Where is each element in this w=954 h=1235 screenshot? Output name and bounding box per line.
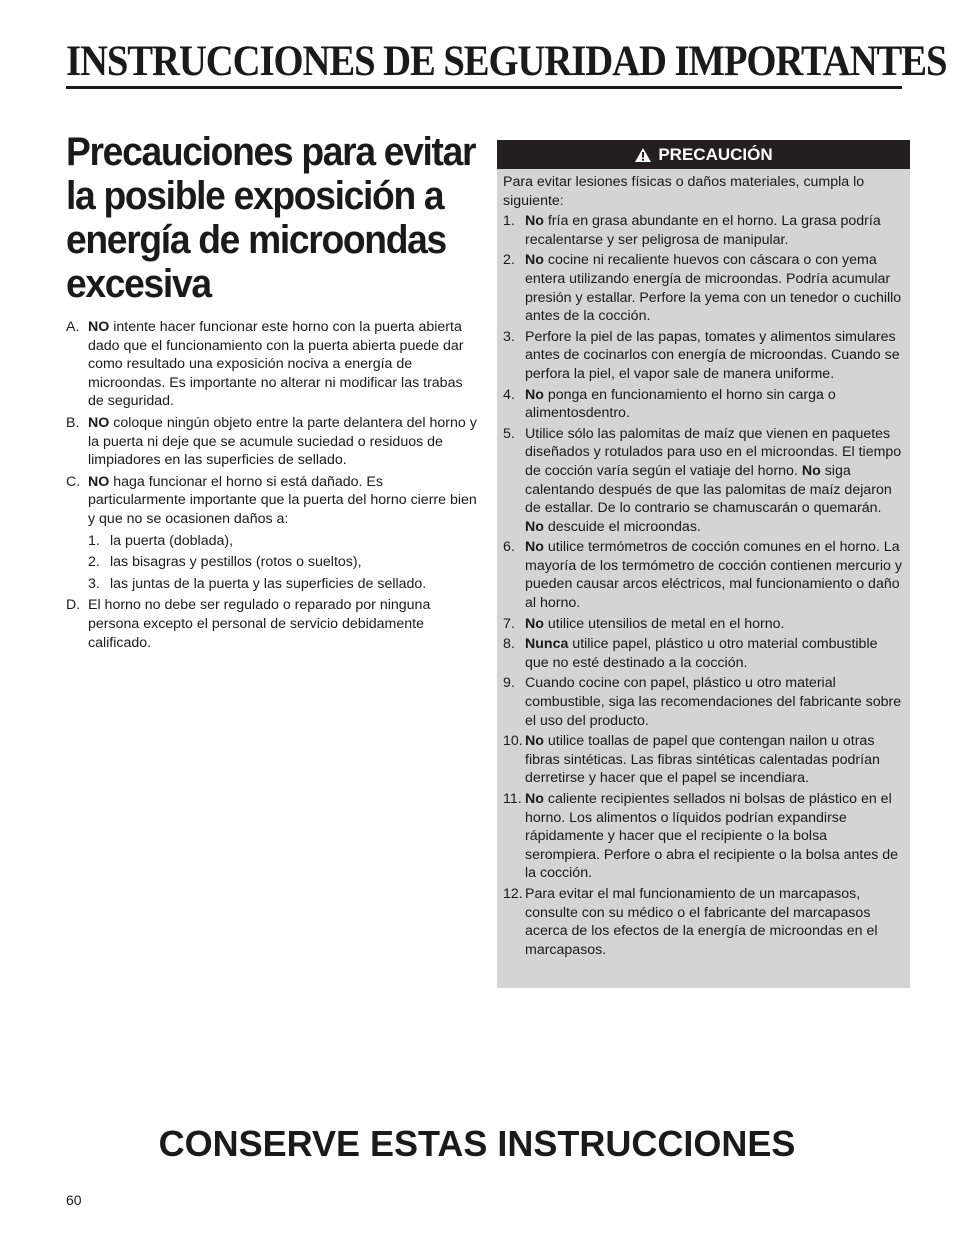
item-text: Utilice sólo las palomitas de maíz que vienen en paquetes diseñados y rotulados para uso en el microondas. El tiempo de cocción varía según el vatiaje del horno. [525,425,902,479]
emphasis: No [801,462,821,479]
emphasis: No [525,733,544,750]
item-text: ponga en funcionamiento el horno sin carga o alimentosdentro. [525,386,836,422]
caution-item [503,790,904,883]
sub-item [88,553,481,572]
item-text: El horno no debe ser regulado o reparado por ninguna persona excepto el personal de servicio debidamente calificado. [88,597,431,651]
caution-box [497,140,910,988]
item-text: caliente recipientes sellados ni bolsas de plástico en el horno. Los alimentos o líquidos podrían expandirse rápidamente y hacer que el recipiente o la bolsa serompiera. Perfore o abra el recipiente o la bolsa antes de la cocción. [525,791,899,882]
item-text: utilice papel, plástico u otro material combustible que no esté destinado a la cocción. [525,636,878,671]
caution-item [503,538,904,612]
caution-header [497,140,910,169]
list-item [66,473,481,594]
page-number: 60 [66,1192,82,1208]
item-text: coloque ningún objeto entre la parte delantera del horno y la puerta ni deje que se acumule suciedad o residuos de limpiadores en las superficies de sellado. [88,414,477,469]
item-marker: B. [66,414,80,431]
section-heading: Precauciones para evitar la posible exposición a energía de microondas excesiva [66,130,476,306]
item-text: Para evitar el mal funcionamiento de un marcapasos, consulte con su médico o el fabricante del marcapasos acerca de los efectos de la energía de microondas en el marcapasos. [525,885,878,958]
item-text: haga funcionar el horno si está dañado. Es particularmente importante que la puerta del horno cierre bien y que no se ocasionen daños a: [88,473,477,527]
item-text: la puerta (doblada), [110,532,234,549]
caution-item [503,674,904,730]
item-text: utilice toallas de papel que contengan nailon u otras fibras sintéticas. Las fibras sintéticas calentadas podrían derretirse y hacer que el papel se incendiara. [525,733,880,787]
list-item [66,318,481,411]
item-number: 4. [503,386,515,403]
item-marker: C. [66,473,81,490]
list-item [66,596,481,652]
emphasis: Nunca [525,636,569,653]
caution-item [503,328,904,384]
emphasis: NO [88,473,110,490]
item-number: 7. [503,615,515,632]
item-number: 12. [503,885,523,902]
caution-item [503,212,904,249]
caution-item [503,885,904,959]
emphasis: No [525,615,544,632]
item-text: utilice utensilios de metal en el horno. [543,615,785,632]
caution-intro: Para evitar lesiones físicas o daños materiales, cumpla lo siguiente: [503,174,865,209]
item-number: 1. [503,213,515,230]
item-text: Perfore la piel de las papas, tomates y alimentos simulares antes de cocinarlos con energía de microondas. Cuando se perfora la piel, el vapor sale de manera uniforme. [525,328,900,382]
item-number: 11. [503,791,522,807]
emphasis: No [525,518,544,535]
item-number: 6. [503,539,515,556]
conserve-instructions-title: CONSERVE ESTAS INSTRUCCIONES [158,1123,796,1164]
item-text: intente hacer funcionar este horno con la puerta abierta dado que el funcionamiento con la puerta abierta puede dar como resultado una exposición nociva a energía de microondas. Es importante no alterar ni modificar las trabas de seguridad. [88,319,464,410]
item-text: las bisagras y pestillos (rotos o sueltos), [110,554,362,571]
caution-body [497,169,910,959]
emphasis: NO [88,414,110,431]
item-text: fría en grasa abundante en el horno. La grasa podría recalentarse y ser peligrosa de manipular. [525,213,881,248]
item-text: descuide el microondas. [543,518,701,535]
item-text: cocine ni recaliente huevos con cáscara o con yema entera utilizando energía de microondas. Podría acumular presión y estallar. Perfore la yema con un tenedor o cuchillo antes de la cocción. [525,252,902,325]
item-number: 5. [503,425,515,442]
emphasis: No [525,252,544,269]
item-number: 2. [503,252,515,269]
caution-list [503,212,904,959]
caution-item [503,251,904,325]
item-text: Cuando cocine con papel, plástico u otro material combustible, siga las recomendaciones del fabricante sobre el uso del producto. [525,675,902,729]
item-number: 8. [503,636,515,653]
item-marker: 3. [88,575,100,592]
emphasis: No [525,539,544,556]
item-text: las juntas de la puerta y las superficies de sellado. [110,575,427,592]
item-marker: D. [66,597,81,614]
title-rule [66,86,902,89]
caution-item [503,386,904,423]
emphasis: No [525,213,544,230]
item-number: 3. [503,328,515,345]
item-number: 10. [503,733,523,750]
caution-item [503,732,904,788]
emphasis: No [525,386,544,403]
sub-item [88,575,481,594]
sub-item [88,532,481,551]
item-text: siga calentando después de que las palomitas de maíz dejaron de estallar. De lo contrario se chamuscarán o quemarán. [525,462,892,517]
caution-item [503,425,904,537]
damage-sublist [88,532,481,594]
item-number: 9. [503,675,515,692]
precautions-list [66,318,481,652]
item-marker: 1. [88,532,100,549]
emphasis: No [525,791,544,807]
caution-label: PRECAUCIÓN [658,144,773,164]
emphasis: NO [88,319,110,335]
item-marker: 2. [88,554,100,571]
item-marker: A. [66,319,80,335]
page-title: INSTRUCCIONES DE SEGURIDAD IMPORTANTES [66,38,947,85]
caution-item [503,615,904,634]
caution-item [503,635,904,672]
item-text: utilice termómetros de cocción comunes en el horno. La mayoría de los termómetro de cocción contienen mercurio y pueden causar arcos eléctricos, mal funcionamiento o daño al horno. [525,539,902,612]
precautions-section [66,130,481,655]
warning-triangle-icon [634,147,652,163]
list-item [66,414,481,470]
